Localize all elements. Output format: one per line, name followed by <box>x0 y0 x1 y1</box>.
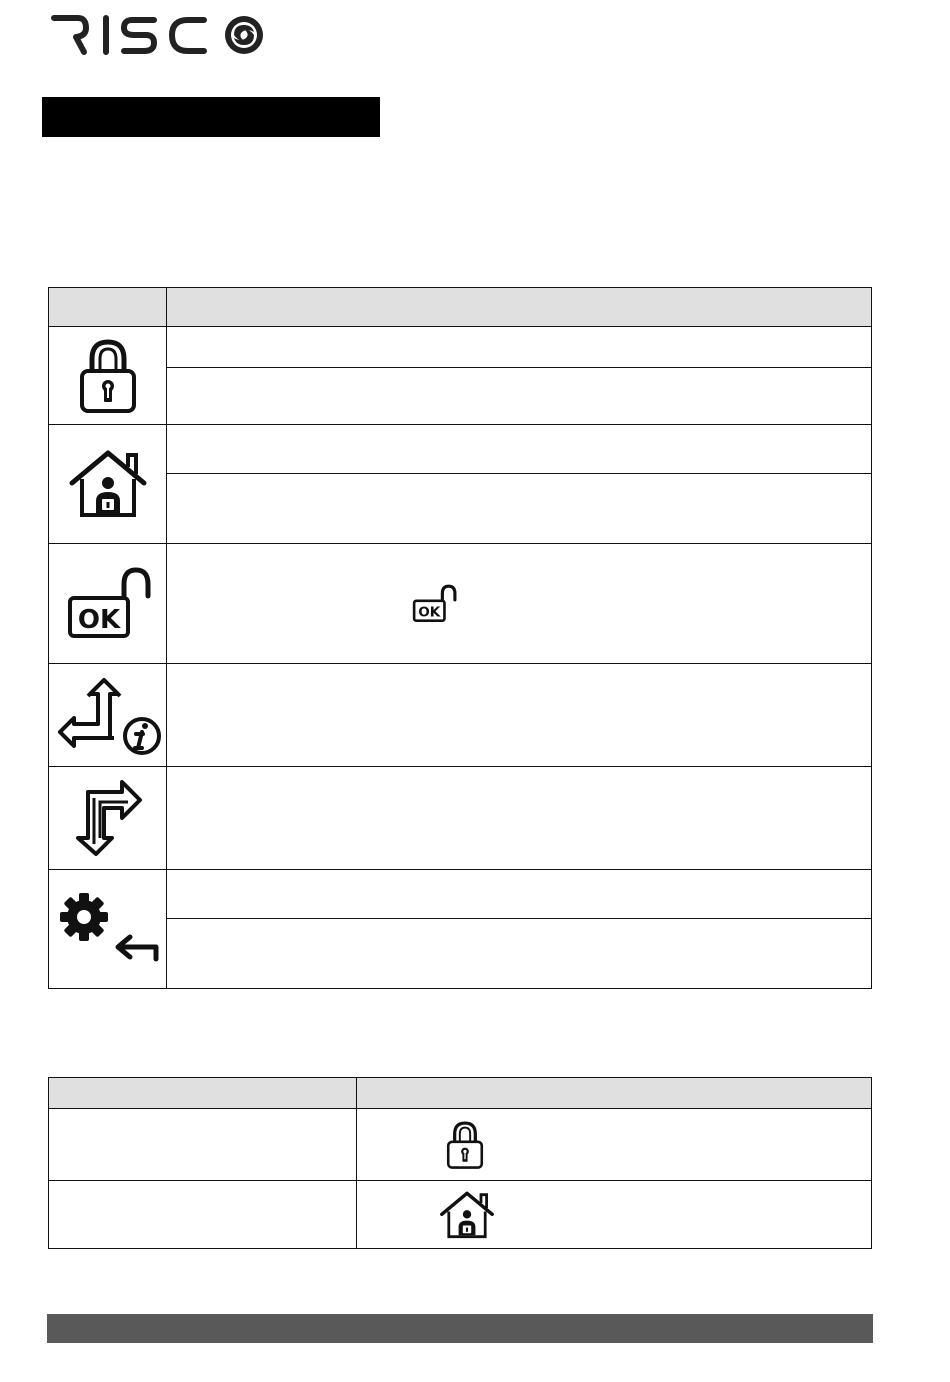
table-row <box>49 425 872 474</box>
risco-logo <box>48 8 270 60</box>
header-description-col <box>167 288 872 327</box>
header-icon-col <box>49 288 167 327</box>
lock-icon <box>77 337 139 415</box>
house-person-icon <box>439 1189 495 1241</box>
house-person-icon <box>68 447 148 521</box>
table-row <box>49 870 872 919</box>
header-col-1 <box>49 1078 357 1109</box>
row-text <box>167 425 872 474</box>
icon-cell <box>49 767 167 870</box>
table-header-row <box>49 1078 872 1109</box>
mode-icon-cell <box>357 1109 872 1181</box>
row-text <box>167 664 872 767</box>
icon-cell <box>49 544 167 664</box>
table-row <box>49 327 872 368</box>
mode-label <box>49 1109 357 1181</box>
table-row <box>49 767 872 870</box>
table-row <box>49 368 872 425</box>
table-row <box>49 474 872 544</box>
mode-label <box>49 1181 357 1249</box>
row-text <box>167 919 872 989</box>
icon-cell <box>49 425 167 544</box>
table-row <box>49 544 872 664</box>
svg-text:OK: OK <box>418 604 441 621</box>
icon-cell <box>49 664 167 767</box>
row-text <box>167 870 872 919</box>
footer-bar <box>47 1314 873 1343</box>
header-col-2 <box>357 1078 872 1109</box>
row-text <box>167 327 872 368</box>
table-row <box>49 919 872 989</box>
gear-return-icon <box>54 891 162 967</box>
table-row <box>49 1181 872 1249</box>
table-header-row <box>49 288 872 327</box>
icons-table <box>48 287 872 989</box>
swap-arrows-icon <box>70 778 146 858</box>
mode-icon-cell <box>357 1181 872 1249</box>
row-text <box>167 368 872 425</box>
modes-table <box>48 1077 872 1249</box>
icon-cell <box>49 870 167 989</box>
icon-cell <box>49 327 167 425</box>
lock-icon <box>445 1119 485 1171</box>
section-title-bar <box>42 97 380 137</box>
logo-text: RISCO <box>48 8 52 9</box>
ok-unlock-icon <box>411 584 457 624</box>
ok-unlock-icon <box>64 566 152 642</box>
table-row <box>49 1109 872 1181</box>
table-row <box>49 664 872 767</box>
arrows-info-icon <box>54 674 162 756</box>
row-text <box>167 767 872 870</box>
row-text <box>167 474 872 544</box>
row-text-with-icon <box>167 544 872 664</box>
svg-text:OK: OK <box>77 604 120 635</box>
